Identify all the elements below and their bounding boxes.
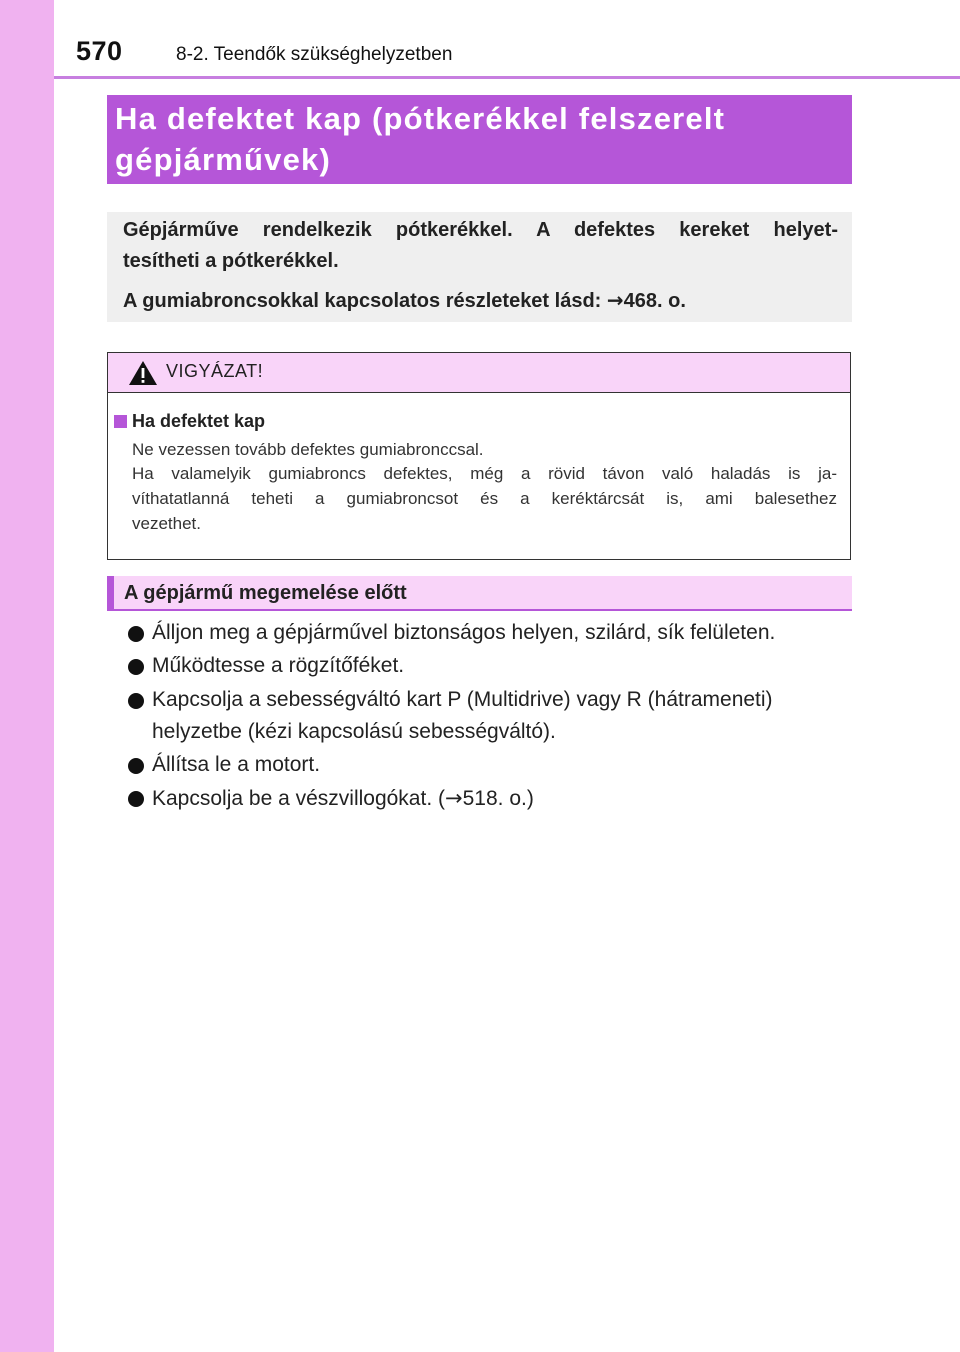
header-rule bbox=[54, 76, 960, 79]
round-bullet-icon bbox=[128, 758, 144, 774]
step-item-3: Kapcsolja a sebességváltó kart P (Multidrive) vagy R (hátrameneti) bbox=[152, 688, 773, 711]
page-ref-arrow-icon: → bbox=[445, 786, 463, 810]
step-item-5-text: Kapcsolja be a vészvillogókat. ( bbox=[152, 787, 445, 810]
warning-triangle-icon bbox=[128, 360, 158, 386]
round-bullet-icon bbox=[128, 791, 144, 807]
step-item-5 bbox=[152, 786, 534, 811]
subsection-accent-bar bbox=[107, 576, 114, 611]
subsection-underline bbox=[107, 609, 852, 611]
subsection-title: A gépjármű megemelése előtt bbox=[124, 582, 407, 604]
step-item-3-continued: helyzetbe (kézi kapcsolású sebességváltó). bbox=[152, 720, 556, 743]
round-bullet-icon bbox=[128, 659, 144, 675]
caution-line-3: víthatatlanná teheti a gumiabroncsot és a keréktárcsát is, ami balesethez bbox=[132, 489, 837, 508]
caution-line-1: Ne vezessen tovább defektes gumiabronccsal. bbox=[132, 440, 484, 459]
side-strip bbox=[0, 0, 54, 1352]
step-item-4: Állítsa le a motort. bbox=[152, 753, 321, 776]
caution-title: VIGYÁZAT! bbox=[166, 361, 264, 381]
intro-page-ref[interactable]: 468. o. bbox=[623, 290, 686, 312]
step-item-5-page-ref[interactable]: 518. o.) bbox=[462, 787, 534, 810]
page-number: 570 bbox=[76, 36, 123, 66]
page-title-line-1: Ha defektet kap (pótkerékkel felszerelt bbox=[115, 101, 726, 136]
caution-subheading: Ha defektet kap bbox=[132, 411, 266, 431]
page-title-line-2: gépjárművek) bbox=[115, 142, 331, 177]
intro-line-3 bbox=[123, 288, 838, 313]
square-bullet-icon bbox=[114, 415, 127, 428]
caution-line-4: vezethet. bbox=[132, 514, 201, 533]
intro-line-3-text: A gumiabroncsokkal kapcsolatos részleteket lásd: bbox=[123, 290, 607, 312]
step-item-2: Működtesse a rögzítőféket. bbox=[152, 654, 405, 677]
page-title bbox=[115, 98, 845, 180]
caution-line-2: Ha valamelyik gumiabroncs defektes, még a rövid távon való haladás is ja- bbox=[132, 464, 837, 483]
intro-line-1: Gépjárműve rendelkezik pótkerékkel. A defektes kereket helyet- bbox=[123, 219, 838, 241]
intro-line-2: tesítheti a pótkerékkel. bbox=[123, 250, 339, 272]
page-ref-arrow-icon: → bbox=[606, 288, 624, 312]
step-item-1: Álljon meg a gépjárművel biztonságos helyen, szilárd, sík felületen. bbox=[152, 621, 776, 644]
section-reference: 8-2. Teendők szükséghelyzetben bbox=[176, 44, 453, 65]
round-bullet-icon bbox=[128, 626, 144, 642]
round-bullet-icon bbox=[128, 693, 144, 709]
